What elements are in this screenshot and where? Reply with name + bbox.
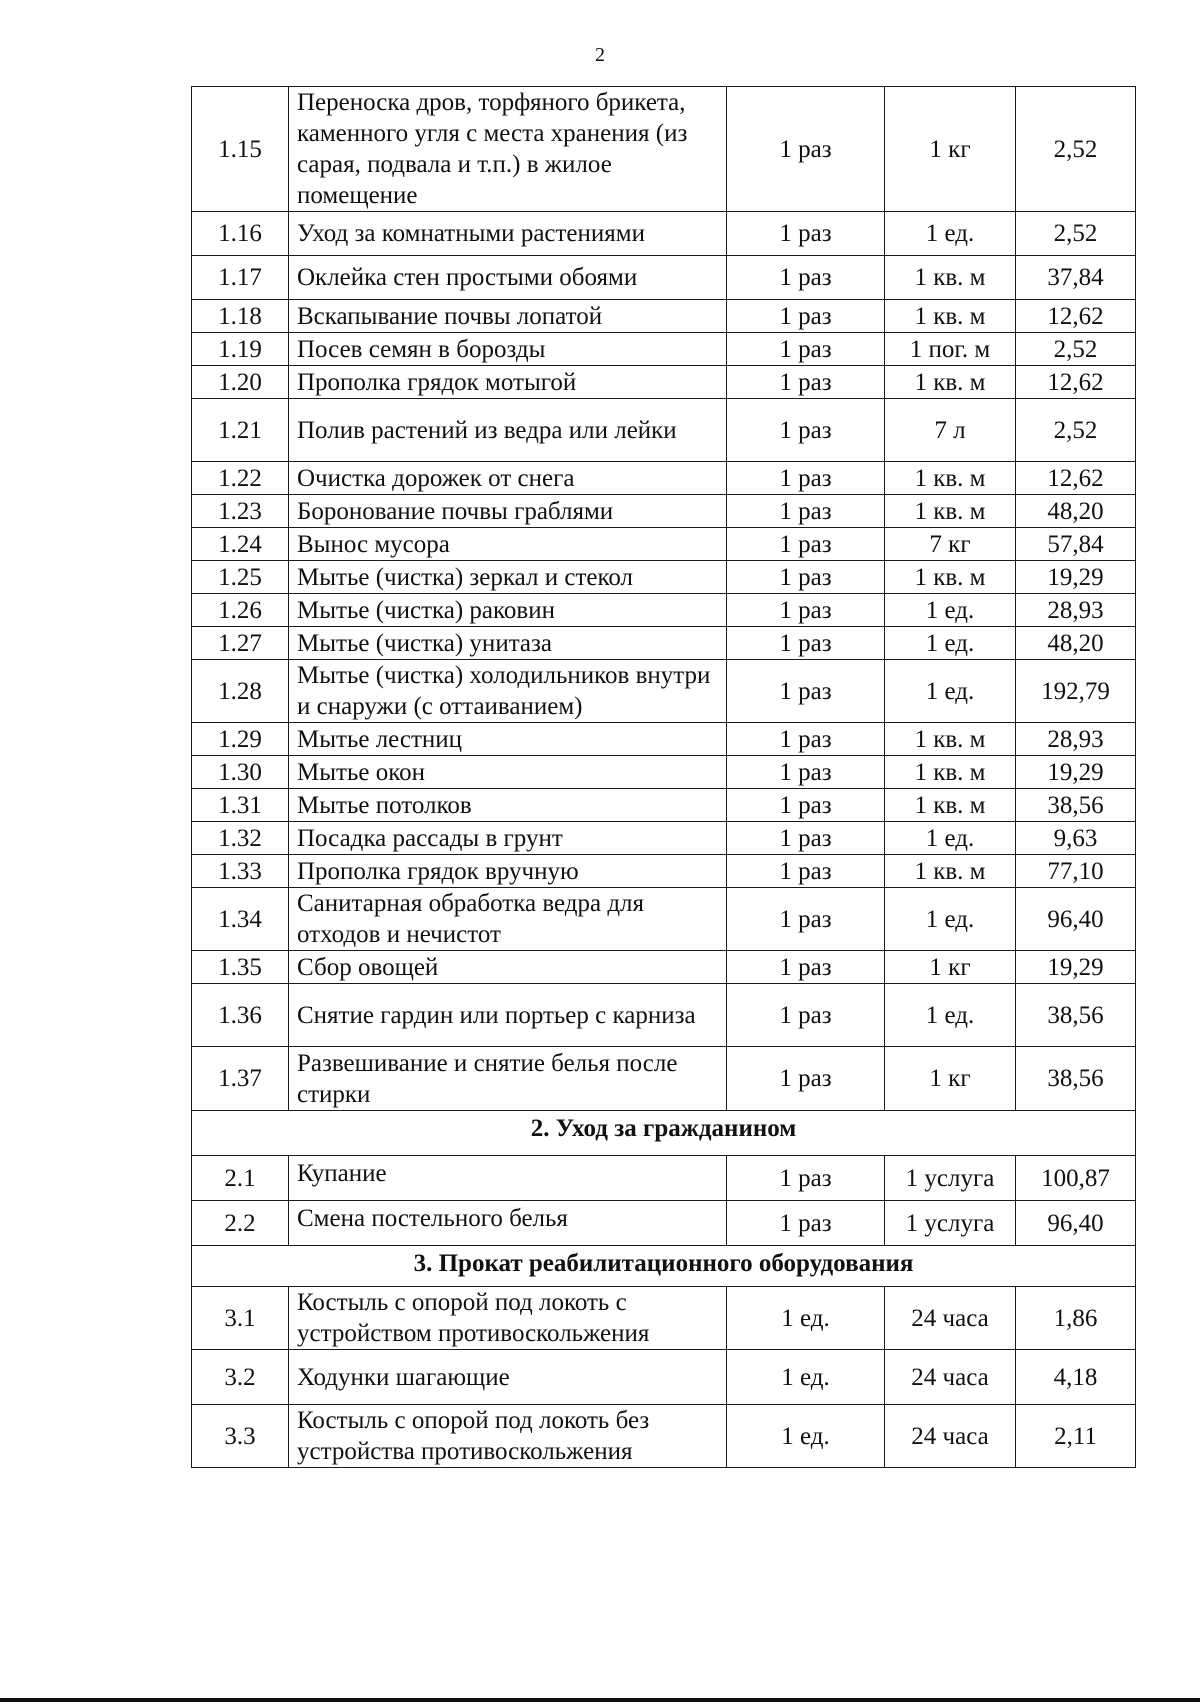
item-number: 1.20 — [192, 366, 289, 399]
item-number: 1.30 — [192, 756, 289, 789]
item-frequency: 1 раз — [727, 212, 885, 256]
item-name: Мытье окон — [289, 756, 727, 789]
item-price: 1,86 — [1016, 1287, 1136, 1350]
item-unit: 1 кг — [885, 1047, 1016, 1111]
item-name: Переноска дров, торфяного брикета, каменного угля с места хранения (из сарая, подвала и т.п.) в жилое помещение — [289, 87, 727, 212]
item-number: 1.36 — [192, 984, 289, 1047]
item-name: Мытье (чистка) холодильников внутри и снаружи (с оттаиванием) — [289, 660, 727, 723]
item-number: 1.26 — [192, 594, 289, 627]
item-unit: 1 услуга — [885, 1201, 1016, 1246]
item-name: Вскапывание почвы лопатой — [289, 300, 727, 333]
item-unit: 1 кг — [885, 87, 1016, 212]
table-row — [192, 399, 1136, 462]
table-row — [192, 1405, 1136, 1468]
item-unit: 1 кв. м — [885, 495, 1016, 528]
item-number: 1.21 — [192, 399, 289, 462]
item-number: 1.25 — [192, 561, 289, 594]
item-unit: 1 кв. м — [885, 462, 1016, 495]
item-frequency: 1 раз — [727, 855, 885, 888]
item-name: Смена постельного белья — [289, 1201, 727, 1246]
table-row — [192, 855, 1136, 888]
table-row — [192, 462, 1136, 495]
item-name: Развешивание и снятие белья после стирки — [289, 1047, 727, 1111]
table-row — [192, 1350, 1136, 1405]
services-table — [191, 86, 1136, 1468]
item-number: 2.2 — [192, 1201, 289, 1246]
item-frequency: 1 раз — [727, 756, 885, 789]
item-price: 100,87 — [1016, 1156, 1136, 1201]
item-number: 2.1 — [192, 1156, 289, 1201]
item-name: Посадка рассады в грунт — [289, 822, 727, 855]
table-row — [192, 1287, 1136, 1350]
item-price: 19,29 — [1016, 951, 1136, 984]
item-unit: 1 кв. м — [885, 789, 1016, 822]
item-frequency: 1 раз — [727, 723, 885, 756]
item-number: 1.29 — [192, 723, 289, 756]
item-price: 12,62 — [1016, 300, 1136, 333]
item-frequency: 1 раз — [727, 660, 885, 723]
item-price: 2,52 — [1016, 212, 1136, 256]
item-number: 3.1 — [192, 1287, 289, 1350]
item-frequency: 1 раз — [727, 1201, 885, 1246]
item-unit: 1 кв. м — [885, 366, 1016, 399]
table-row — [192, 256, 1136, 300]
table-row — [192, 822, 1136, 855]
item-number: 1.35 — [192, 951, 289, 984]
table-row — [192, 495, 1136, 528]
item-frequency: 1 раз — [727, 300, 885, 333]
item-price: 9,63 — [1016, 822, 1136, 855]
item-name: Санитарная обработка ведра для отходов и нечистот — [289, 888, 727, 951]
table-row — [192, 333, 1136, 366]
item-unit: 1 ед. — [885, 660, 1016, 723]
item-frequency: 1 раз — [727, 627, 885, 660]
table-row — [192, 723, 1136, 756]
table-row — [192, 951, 1136, 984]
section-title: 2. Уход за гражданином — [192, 1111, 1136, 1156]
table-row — [192, 756, 1136, 789]
item-price: 77,10 — [1016, 855, 1136, 888]
item-unit: 24 часа — [885, 1350, 1016, 1405]
item-name: Мытье потолков — [289, 789, 727, 822]
item-number: 1.18 — [192, 300, 289, 333]
item-number: 3.3 — [192, 1405, 289, 1468]
item-number: 1.23 — [192, 495, 289, 528]
table-row — [192, 366, 1136, 399]
item-unit: 1 кв. м — [885, 756, 1016, 789]
item-name: Прополка грядок мотыгой — [289, 366, 727, 399]
table-row — [192, 528, 1136, 561]
item-price: 2,52 — [1016, 333, 1136, 366]
item-name: Очистка дорожек от снега — [289, 462, 727, 495]
item-number: 1.28 — [192, 660, 289, 723]
item-name: Сбор овощей — [289, 951, 727, 984]
item-number: 1.24 — [192, 528, 289, 561]
item-unit: 1 ед. — [885, 888, 1016, 951]
item-name: Уход за комнатными растениями — [289, 212, 727, 256]
item-unit: 1 кв. м — [885, 256, 1016, 300]
item-price: 12,62 — [1016, 366, 1136, 399]
item-frequency: 1 раз — [727, 984, 885, 1047]
table-row — [192, 300, 1136, 333]
item-price: 38,56 — [1016, 789, 1136, 822]
item-unit: 24 часа — [885, 1287, 1016, 1350]
item-unit: 1 кв. м — [885, 561, 1016, 594]
item-number: 1.32 — [192, 822, 289, 855]
item-price: 28,93 — [1016, 723, 1136, 756]
item-frequency: 1 раз — [727, 366, 885, 399]
item-number: 3.2 — [192, 1350, 289, 1405]
item-price: 37,84 — [1016, 256, 1136, 300]
item-price: 12,62 — [1016, 462, 1136, 495]
item-name: Костыль с опорой под локоть без устройства противоскольжения — [289, 1405, 727, 1468]
item-number: 1.34 — [192, 888, 289, 951]
table-row — [192, 1156, 1136, 1201]
item-price: 38,56 — [1016, 1047, 1136, 1111]
item-unit: 1 ед. — [885, 822, 1016, 855]
table-row — [192, 888, 1136, 951]
table-row — [192, 561, 1136, 594]
table-row — [192, 87, 1136, 212]
item-frequency: 1 раз — [727, 888, 885, 951]
page-number: 2 — [595, 44, 605, 66]
item-price: 57,84 — [1016, 528, 1136, 561]
table-row — [192, 212, 1136, 256]
item-name: Мытье (чистка) унитаза — [289, 627, 727, 660]
item-number: 1.37 — [192, 1047, 289, 1111]
item-frequency: 1 раз — [727, 528, 885, 561]
item-unit: 1 кг — [885, 951, 1016, 984]
item-unit: 24 часа — [885, 1405, 1016, 1468]
item-price: 2,11 — [1016, 1405, 1136, 1468]
item-unit: 1 пог. м — [885, 333, 1016, 366]
item-frequency: 1 раз — [727, 495, 885, 528]
table-row — [192, 594, 1136, 627]
item-frequency: 1 раз — [727, 256, 885, 300]
item-unit: 1 ед. — [885, 212, 1016, 256]
item-number: 1.33 — [192, 855, 289, 888]
item-number: 1.27 — [192, 627, 289, 660]
item-number: 1.31 — [192, 789, 289, 822]
table-row — [192, 627, 1136, 660]
section-title: 3. Прокат реабилитационного оборудования — [192, 1246, 1136, 1287]
item-price: 96,40 — [1016, 1201, 1136, 1246]
item-price: 28,93 — [1016, 594, 1136, 627]
item-name: Прополка грядок вручную — [289, 855, 727, 888]
footer-rule — [0, 1698, 1200, 1702]
item-frequency: 1 раз — [727, 561, 885, 594]
services-table-body — [192, 87, 1136, 1468]
item-frequency: 1 ед. — [727, 1287, 885, 1350]
item-unit: 1 ед. — [885, 594, 1016, 627]
item-name: Мытье лестниц — [289, 723, 727, 756]
item-price: 19,29 — [1016, 756, 1136, 789]
item-frequency: 1 раз — [727, 789, 885, 822]
table-row — [192, 1201, 1136, 1246]
table-row — [192, 660, 1136, 723]
item-price: 2,52 — [1016, 399, 1136, 462]
item-number: 1.16 — [192, 212, 289, 256]
table-row — [192, 984, 1136, 1047]
item-frequency: 1 раз — [727, 594, 885, 627]
item-price: 2,52 — [1016, 87, 1136, 212]
table-row — [192, 1047, 1136, 1111]
item-frequency: 1 раз — [727, 399, 885, 462]
item-name: Оклейка стен простыми обоями — [289, 256, 727, 300]
item-number: 1.22 — [192, 462, 289, 495]
item-frequency: 1 раз — [727, 87, 885, 212]
item-price: 19,29 — [1016, 561, 1136, 594]
item-name: Полив растений из ведра или лейки — [289, 399, 727, 462]
item-frequency: 1 ед. — [727, 1405, 885, 1468]
item-price: 4,18 — [1016, 1350, 1136, 1405]
item-name: Купание — [289, 1156, 727, 1201]
item-price: 96,40 — [1016, 888, 1136, 951]
section-row — [192, 1111, 1136, 1156]
item-number: 1.17 — [192, 256, 289, 300]
item-frequency: 1 ед. — [727, 1350, 885, 1405]
item-unit: 1 кв. м — [885, 300, 1016, 333]
item-name: Боронование почвы граблями — [289, 495, 727, 528]
item-name: Посев семян в борозды — [289, 333, 727, 366]
item-unit: 1 услуга — [885, 1156, 1016, 1201]
item-price: 192,79 — [1016, 660, 1136, 723]
item-name: Ходунки шагающие — [289, 1350, 727, 1405]
item-name: Мытье (чистка) раковин — [289, 594, 727, 627]
item-unit: 1 ед. — [885, 984, 1016, 1047]
item-number: 1.19 — [192, 333, 289, 366]
item-price: 38,56 — [1016, 984, 1136, 1047]
item-frequency: 1 раз — [727, 462, 885, 495]
item-number: 1.15 — [192, 87, 289, 212]
item-name: Костыль с опорой под локоть с устройством противоскольжения — [289, 1287, 727, 1350]
item-frequency: 1 раз — [727, 951, 885, 984]
item-frequency: 1 раз — [727, 1156, 885, 1201]
item-unit: 1 кв. м — [885, 723, 1016, 756]
item-unit: 1 ед. — [885, 627, 1016, 660]
item-unit: 1 кв. м — [885, 855, 1016, 888]
section-row — [192, 1246, 1136, 1287]
item-name: Вынос мусора — [289, 528, 727, 561]
item-name: Снятие гардин или портьер с карниза — [289, 984, 727, 1047]
item-price: 48,20 — [1016, 495, 1136, 528]
item-unit: 7 л — [885, 399, 1016, 462]
item-price: 48,20 — [1016, 627, 1136, 660]
item-unit: 7 кг — [885, 528, 1016, 561]
item-frequency: 1 раз — [727, 822, 885, 855]
item-name: Мытье (чистка) зеркал и стекол — [289, 561, 727, 594]
table-row — [192, 789, 1136, 822]
item-frequency: 1 раз — [727, 333, 885, 366]
item-frequency: 1 раз — [727, 1047, 885, 1111]
